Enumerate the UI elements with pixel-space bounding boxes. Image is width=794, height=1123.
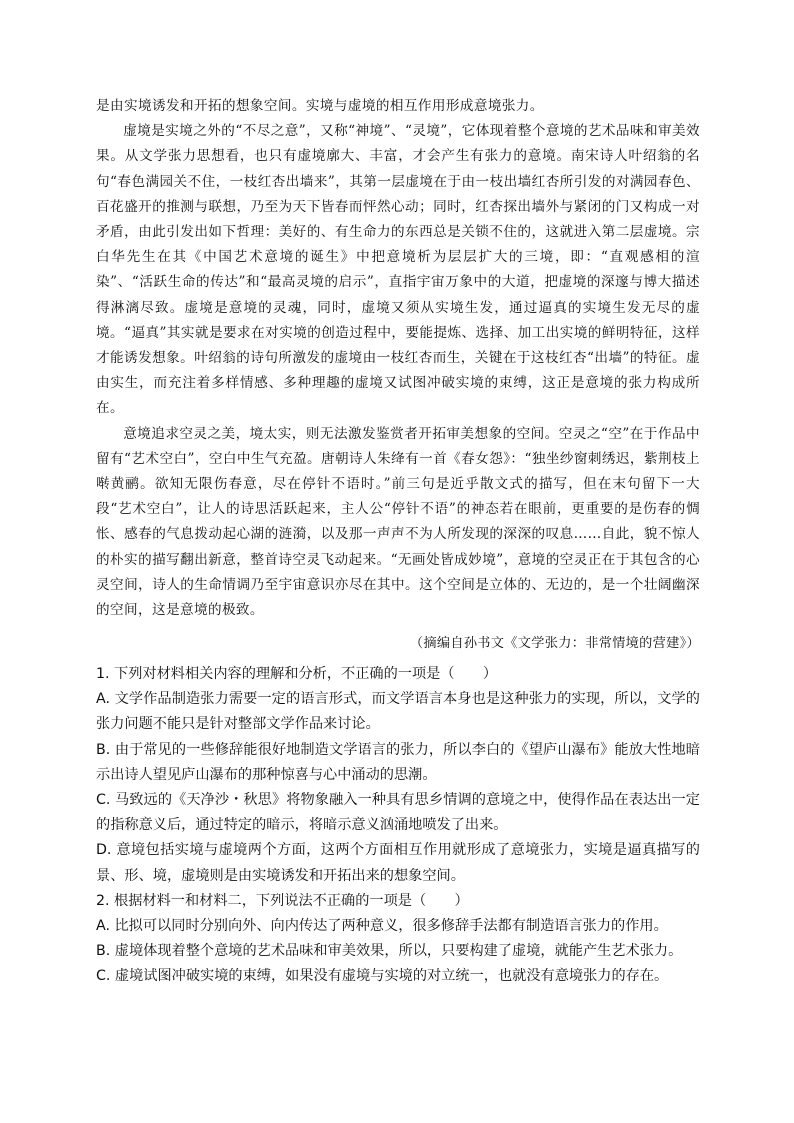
answer-option: C. 马致远的《天净沙・秋思》将物象融入一种具有思乡情调的意境之中，使得作品在表达出一定的指称意义后，通过特定的暗示，将暗示意义汹涌地喷发了出来。: [96, 792, 700, 834]
passage-paragraph: 虚境是实境之外的“不尽之意”，又称“神境”、“灵境”，它体现着整个意境的艺术品味和审美效果。从文学张力思想看，也只有虚境廓大、丰富，才会产生有张力的意境。南宋诗人叶绍翁的名句“春色满园关不住，一枝红杏出墙来”，其第一层虚境在于由一枝出墙红杏所引发的对满园春色、百花盛开的推测与联想，乃至为天下皆春而怦然心动；同时，红杏探出墙外与紧闭的门又构成一对矛盾，由此引发出如下哲理：美好的、有生命力的东西总是关锁不住的，这就进入第二层虚境。宗白华先生在其《中国艺术意境的诞生》中把意境析为层层扩大的三境，即：“直观感相的渲染”、“活跃生命的传达”和“最高灵境的启示”，直指宇宙万象中的大道，把虚境的深邃与博大描述得淋漓尽致。虚境是意境的灵魂，同时，虚境又须从实境生发，通过逼真的实境生发无尽的虚境。“逼真”其实就是要求在对实境的创造过程中，要能提炼、选择、加工出实境的鲜明特征，这样才能诱发想象。叶绍翁的诗句所激发的虚境由一枝红杏而生，关键在于这枝红杏“出墙”的特征。虚由实生，而充注着多样情感、多种理趣的虚境又试图冲破实境的束缚，这正是意境的张力构成所在。: [96, 123, 700, 417]
question-stem: 1. 下列对材料相关内容的理解和分析，不正确的一项是（ ）: [96, 666, 498, 682]
passage-paragraph: 是由实境诱发和开拓的想象空间。实境与虚境的相互作用形成意境张力。: [96, 98, 544, 114]
reading-passage: [96, 94, 700, 623]
question-stem: 2. 根据材料一和材料二，下列说法不正确的一项是（ ）: [96, 892, 469, 909]
answer-option: A. 文学作品制造张力需要一定的语言形式，而文学语言本身也是这种张力的实现，所以，文学的张力问题不能只是针对整部文学作品来讨论。: [96, 691, 700, 733]
answer-option: A. 比拟可以同时分别向外、向内传达了两种意义，很多修辞手法都有制造语言张力的作用。: [96, 918, 668, 935]
answer-option: B. 虚境体现着整个意境的艺术品味和审美效果，所以，只要构建了虚境，就能产生艺术张力。: [96, 943, 683, 960]
answer-option: C. 虚境试图冲破实境的束缚，如果没有虚境与实境的对立统一，也就没有意境张力的存在。: [96, 968, 669, 985]
passage-source: （摘编自孙书文《文学张力：非常情境的营建》）: [409, 636, 700, 651]
question-list: [96, 662, 700, 990]
answer-option: B. 由于常见的一些修辞能很好地制造文学语言的张力，所以李白的《望庐山瀑布》能放大性地暗示出诗人望见庐山瀑布的那种惊喜与心中涌动的思潮。: [96, 741, 700, 783]
passage-paragraph: 意境追求空灵之美，境太实，则无法激发鉴赏者开拓审美想象的空间。空灵之“空”在于作品中留有“艺术空白”，空白中生气充盈。唐朝诗人朱绛有一首《春女怨》：“独坐纱窗刺绣迟，紫荆枝上啭黄鹂。欲知无限伤春意，尽在停针不语时。”前三句是近乎散文式的描写，但在末句留下一大段“艺术空白”，让人的诗思活跃起来，主人公“停针不语”的神态若在眼前，更重要的是伤春的惆怅、感春的气息拨动起心湖的涟漪，以及那一声声不为人所发现的深深的叹息……自此，貌不惊人的朴实的描写翻出新意，整首诗空灵飞动起来。“无画处皆成妙境”，意境的空灵正在于其包含的心灵空间，诗人的生命情调乃至宇宙意识亦尽在其中。这个空间是立体的、无边的，是一个壮阔幽深的空间，这是意境的极致。: [96, 425, 700, 619]
answer-option: D. 意境包括实境与虚境两个方面，这两个方面相互作用就形成了意境张力，实境是逼真描写的景、形、境，虚境则是由实境诱发和开拓出来的想象空间。: [96, 842, 700, 884]
